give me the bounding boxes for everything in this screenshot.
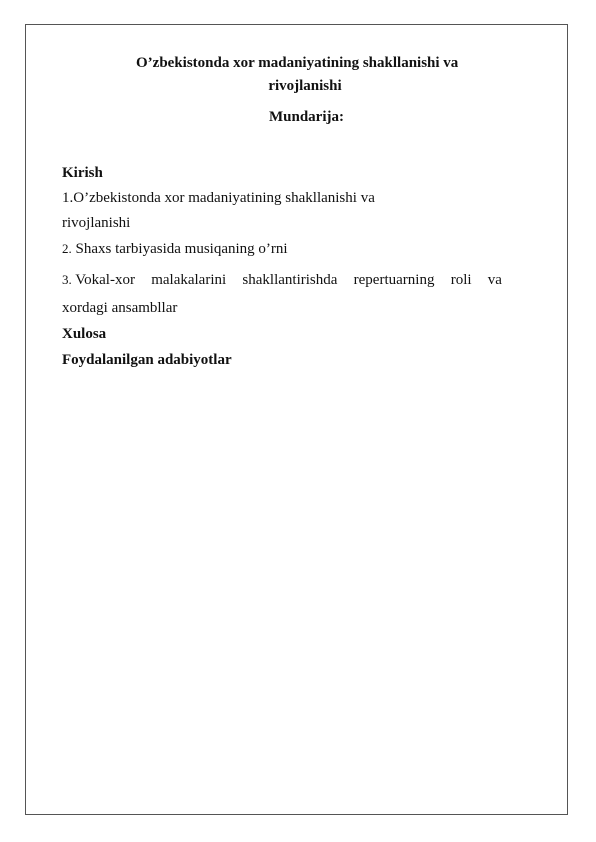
toc-item-3-line-2: xordagi ansambllar xyxy=(62,300,178,316)
toc-item-3-first xyxy=(62,271,135,289)
toc-item-intro: Kirish xyxy=(62,165,103,181)
document-title-line-1: O’zbekistonda xor madaniyatining shakllanishi va xyxy=(136,55,459,71)
toc-item-1-line-2: rivojlanishi xyxy=(62,215,131,231)
toc-item-1-line-1: 1.O’zbekistonda xor madaniyatining shakllanishi va xyxy=(62,190,375,206)
toc-item-2 xyxy=(62,240,288,258)
toc-item-3-line-1 xyxy=(62,271,502,289)
page-border xyxy=(25,24,568,815)
toc-item-3-word: malakalarini xyxy=(151,272,227,288)
toc-item-3-word: Vokal-xor xyxy=(75,272,135,288)
toc-item-3-word: repertuarning xyxy=(353,272,435,288)
toc-item-references: Foydalanilgan adabiyotlar xyxy=(62,352,232,368)
toc-item-conclusion: Xulosa xyxy=(62,326,107,342)
toc-item-3-word: roli xyxy=(450,272,472,288)
toc-heading: Mundarija: xyxy=(269,109,344,125)
toc-item-3-number: 3. xyxy=(62,272,72,287)
toc-item-3-word: shakllantirishda xyxy=(242,272,338,288)
toc-item-2-number: 2. xyxy=(62,241,72,256)
toc-item-3-word: va xyxy=(487,272,502,288)
document-title-line-2: rivojlanishi xyxy=(268,78,342,94)
toc-item-2-text: Shaxs tarbiyasida musiqaning o’rni xyxy=(75,241,288,257)
